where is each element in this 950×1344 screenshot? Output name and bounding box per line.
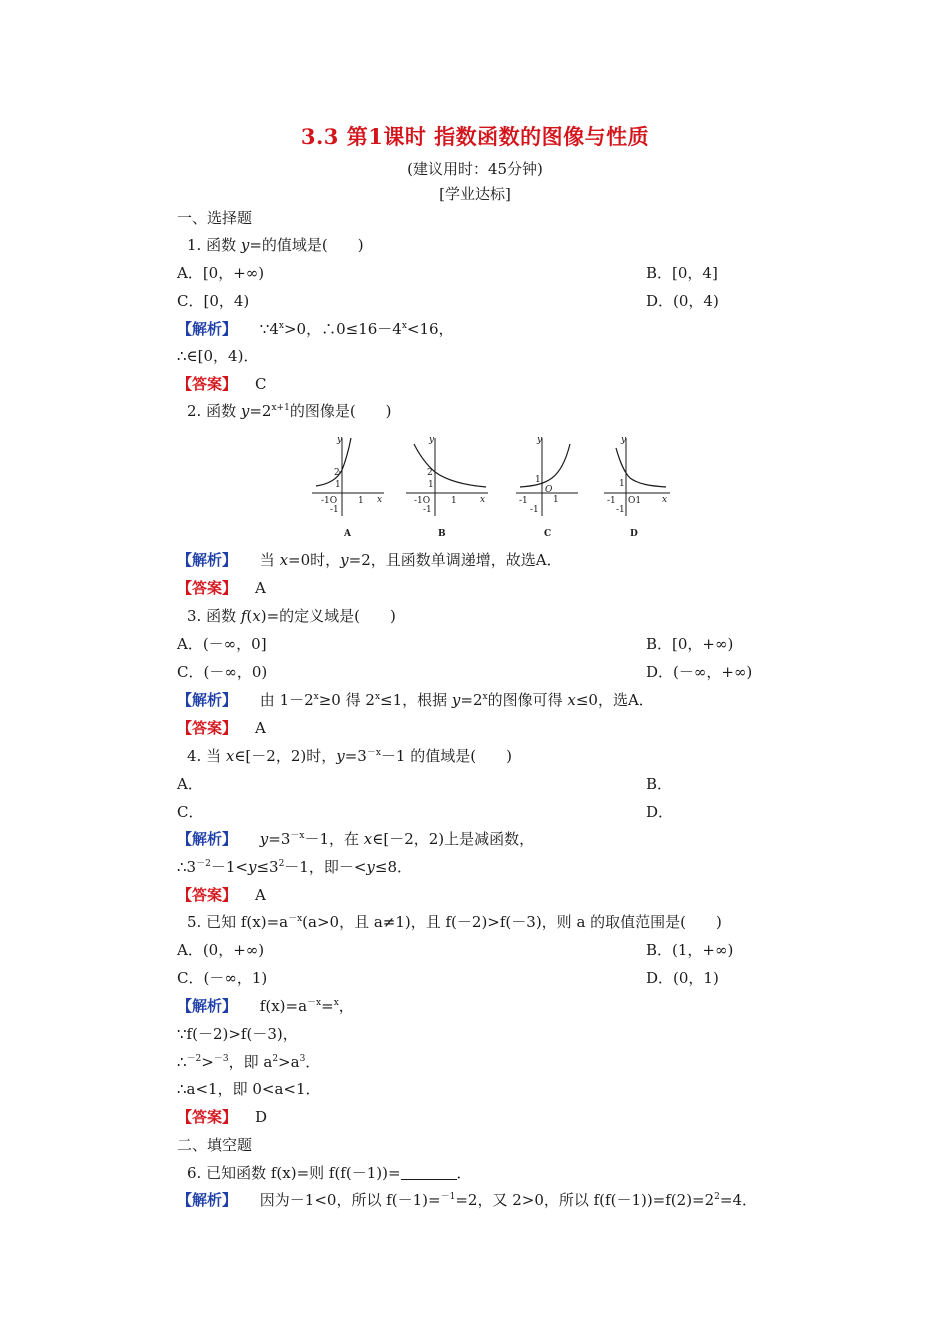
suggested-time: (建议用时：45分钟) — [407, 160, 543, 178]
question-3-stem: 3. 函数 f(x)=的定义域是( ) — [187, 607, 396, 625]
graph-c-caption: C — [544, 529, 552, 539]
question-1-analysis-line-2: ∴∈[0，4)． — [177, 347, 259, 365]
graph-a-origin-label: -1O — [321, 496, 338, 506]
question-6-analysis: 【解析】 因为－1<0，所以 f(－1)=$^{-1}$=2，又 2>0，所以 $f(f(-1))=f(2)=2^2=4$． — [177, 1191, 758, 1209]
graph-a-caption: A — [344, 529, 351, 539]
question-4-analysis-line-2: $\therefore 3^{-2}-1<y\le 3^2-1$，即－<y≤8． — [177, 858, 413, 876]
section-label: [学业达标] — [439, 185, 511, 203]
question-1-option-c: C．[0，4) — [177, 292, 250, 310]
question-5-option-b: B．(1，+∞) — [646, 941, 734, 959]
question-5-option-d: D．(0，1) — [646, 969, 719, 987]
graph-d-tick-xneg1: -1 — [607, 496, 616, 506]
page-title: 3.3 第1课时 指数函数的图像与性质 — [300, 124, 650, 149]
question-5-option-c: C．(－∞，1) — [177, 969, 268, 987]
question-4-option-a: A． — [177, 775, 203, 793]
graph-d-y-label: y — [621, 435, 627, 445]
question-3-option-a: A．(－∞，0] — [177, 635, 267, 653]
section-choice-heading: 一、选择题 — [177, 209, 253, 227]
graph-c-tick-xneg1: -1 — [519, 496, 528, 506]
question-4-stem: 4. 当 x∈[－2，2)时，$y=3^{-x}-1$ 的值域是( ) — [187, 747, 512, 765]
graph-b-origin-label: -1O — [414, 496, 431, 506]
answer-label: 【答案】 — [177, 375, 238, 393]
question-2-answer: 【答案】 A — [177, 579, 266, 597]
graph-b-tick-2: 2 — [427, 468, 433, 478]
question-4-answer: 【答案】 A — [177, 886, 266, 904]
graph-d-tick-neg1: -1 — [616, 505, 625, 515]
question-4-option-d: D． — [646, 803, 674, 821]
question-1-option-d: D．(0，4) — [646, 292, 719, 310]
question-2-stem: 2. 函数 $y=2^{x+1}$的图像是( ) — [187, 402, 392, 420]
analysis-label: 【解析】 — [177, 320, 238, 338]
graph-c — [516, 435, 578, 539]
graph-a-x-label: x — [377, 495, 383, 505]
question-2-analysis: 【解析】 当 x=0时，y=2，且函数单调递增，故选A． — [177, 551, 562, 569]
question-1-option-b: B．[0，4] — [646, 264, 718, 282]
graph-d-x-label: x — [662, 495, 668, 505]
graph-a-tick-neg1: -1 — [330, 505, 339, 515]
graph-c-y-label: y — [537, 435, 543, 445]
question-5-stem: 5. 已知 $f(x)=a^{-x}(a>0$，且 a≠1)，且 f(－2)>f(－3)，则 a 的取值范围是( ) — [187, 913, 722, 931]
graph-b-tick-x1: 1 — [451, 496, 457, 506]
question-4-option-b: B． — [646, 775, 673, 793]
graph-a-tick-x1: 1 — [358, 496, 364, 506]
graph-b-x-label: x — [480, 495, 486, 505]
question-5-answer: 【答案】 D — [177, 1108, 268, 1126]
graph-b-tick-neg1: -1 — [423, 505, 432, 515]
question-1-analysis: 【解析】 $\because 4^x>0$，$\therefore 0\le 16-4^x<16$， — [177, 320, 454, 338]
graph-c-origin: O — [545, 485, 553, 495]
section-fill-heading: 二、填空题 — [177, 1136, 253, 1154]
question-3-option-d: D．(－∞，+∞) — [646, 663, 753, 681]
question-1-option-a: A．[0，+∞) — [177, 264, 265, 282]
graph-b-tick-1: 1 — [428, 480, 434, 490]
question-3-analysis: 【解析】 由 $1-2^x\ge 0$ 得 $2^x\le 1$，根据 $y=2^x$的图像可得 x≤0，选A． — [177, 691, 654, 709]
graph-b-y-label: y — [429, 435, 435, 445]
question-5-analysis-line-2: ∵f(－2)>f(－3)， — [177, 1025, 298, 1043]
question-5-analysis: 【解析】 $f(x)=a^{-x}=^x$， — [177, 997, 354, 1015]
question-5-analysis-line-4: ∴a<1，即 0<a<1． — [177, 1080, 321, 1098]
graph-a-y-label: y — [337, 435, 343, 445]
graph-c-tick-x1: 1 — [553, 495, 559, 505]
graph-d-tick-1: 1 — [619, 479, 625, 489]
answer-blank — [401, 1165, 457, 1180]
question-4-option-c: C． — [177, 803, 204, 821]
graph-c-tick-neg1: -1 — [530, 505, 539, 515]
graph-b-caption: B — [438, 529, 446, 539]
graph-d-caption: D — [630, 529, 638, 539]
graph-a — [312, 435, 384, 539]
question-2-graphs — [308, 430, 678, 542]
graph-d-origin-label: O1 — [628, 496, 642, 506]
question-5-option-a: A．(0，+∞) — [177, 941, 265, 959]
question-6-stem: 6. 已知函数 f(x)=则 f(f(－1))= ． — [187, 1164, 472, 1182]
question-3-option-b: B．[0，+∞) — [646, 635, 734, 653]
graph-b — [406, 435, 488, 539]
question-5-analysis-line-3: ∴$^{-2}$>$^{-3}$，即 $a^2>a^3$． — [177, 1053, 321, 1071]
graph-d — [604, 435, 670, 539]
question-3-answer: 【答案】 A — [177, 719, 266, 737]
question-1-answer: 【答案】 C — [177, 375, 267, 393]
question-3-option-c: C．(－∞，0) — [177, 663, 268, 681]
graph-c-tick-1: 1 — [535, 475, 541, 485]
question-4-analysis: 【解析】 $y=3^{-x}-1$，在 x∈[－2，2)上是减函数， — [177, 830, 535, 848]
graph-a-tick-1: 1 — [335, 480, 341, 490]
question-1-stem: 1. 函数 y=的值域是( ) — [187, 236, 364, 254]
graph-a-tick-2: 2 — [334, 468, 340, 478]
